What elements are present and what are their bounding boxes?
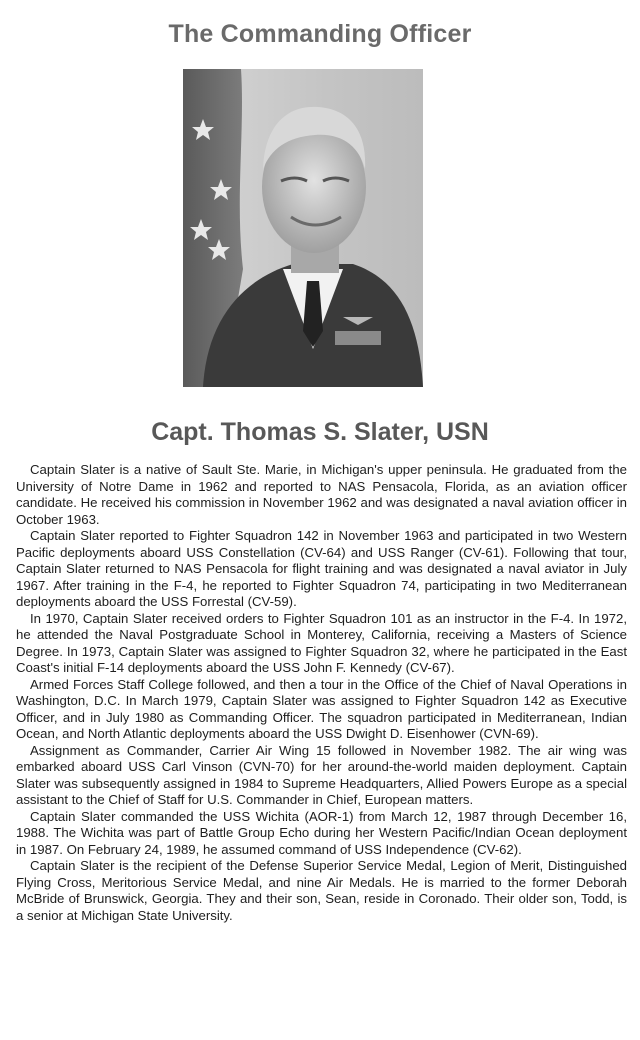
biography [16, 462, 627, 924]
ribbons [335, 331, 381, 345]
portrait-illustration [183, 69, 423, 387]
bio-paragraph: Captain Slater commanded the USS Wichita (AOR-1) from March 12, 1987 through December 16, 1988. The Wichita was part of Battle Group Echo during her Western Pacific/Indian Ocean deployment in 1987. On February 24, 1989, he assumed command of USS Independence (CV-62). [16, 808, 627, 857]
bio-paragraph: Captain Slater is a native of Sault Ste. Marie, in Michigan's upper peninsula. He graduated from the University of Notre Dame in 1962 and reported to NAS Pensacola, Florida, as an aviation officer candidate. He received his commission in November 1962 and was designated a naval aviation officer in October 1963. [16, 462, 627, 527]
bio-paragraph: Assignment as Commander, Carrier Air Wing 15 followed in November 1982. The air wing was embarked aboard USS Carl Vinson (CVN-70) for her around-the-world maiden deployment. Captain Slater was subsequently assigned in 1984 to Supreme Headquarters, Allied Powers Europe as a special assistant to the Chief of Staff for U.S. Commander in Chief, European matters. [16, 742, 627, 807]
bio-paragraph: Armed Forces Staff College followed, and then a tour in the Office of the Chief of Naval Operations in Washington, D.C. In March 1979, Captain Slater was assigned to Fighter Squadron 142 as Executive Officer, and in July 1980 as Commanding Officer. The squadron participated in Mediterranean, Indian Ocean, and North Atlantic deployments aboard the USS Dwight D. Eisenhower (CVN-69). [16, 676, 627, 741]
bio-paragraph: In 1970, Captain Slater received orders to Fighter Squadron 101 as an instructor in the F-4. In 1972, he attended the Naval Postgraduate School in Monterey, California, receiving a Masters of Science Degree. In 1973, Captain Slater was assigned to Fighter Squadron 32, where he participated in the East Coast's initial F-14 deployments aboard the USS John F. Kennedy (CV-67). [16, 610, 627, 675]
portrait-photo [183, 69, 423, 387]
page-title: The Commanding Officer [168, 20, 472, 48]
bio-paragraph: Captain Slater reported to Fighter Squadron 142 in November 1963 and participated in two Western Pacific deployments aboard USS Constellation (CV-64) and USS Ranger (CV-61). Following that tour, Captain Slater returned to NAS Pensacola for flight training and was designated a naval aviator in July 1967. After training in the F-4, he reported to Fighter Squadron 74, participating in two Mediterranean deployments aboard the USS Forrestal (CV-59). [16, 528, 627, 609]
officer-name: Capt. Thomas S. Slater, USN [151, 418, 489, 446]
bio-paragraph: Captain Slater is the recipient of the Defense Superior Service Medal, Legion of Merit, Distinguished Flying Cross, Meritorious Service Medal, and nine Air Medals. He is married to the former Deborah McBride of Brunswick, Georgia. They and their son, Sean, reside in Coronado. Their older son, Todd, is a senior at Michigan State University. [16, 858, 627, 923]
